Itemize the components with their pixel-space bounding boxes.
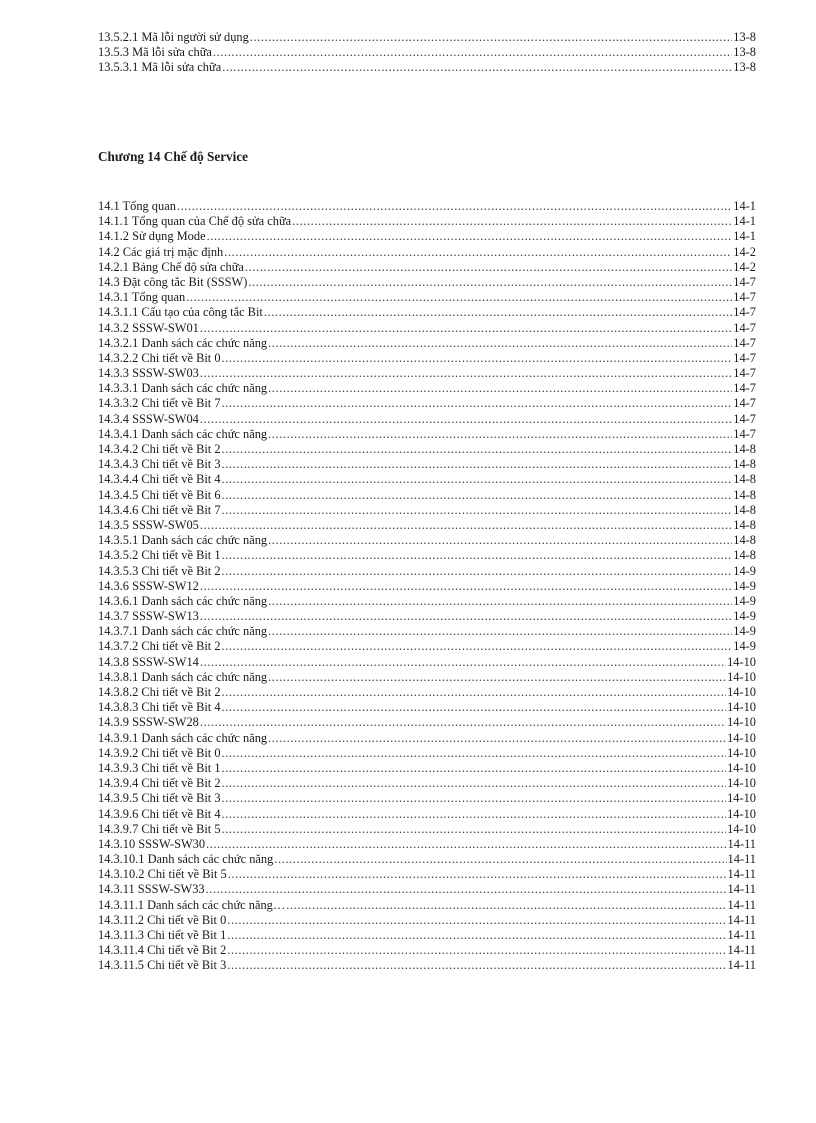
dot-leader <box>222 746 727 761</box>
dot-leader <box>200 655 726 670</box>
toc-entry[interactable] <box>98 412 756 427</box>
toc-entry[interactable] <box>98 351 756 366</box>
dot-leader <box>177 199 732 214</box>
dot-leader <box>222 548 733 563</box>
toc-entry-page: 14-10 <box>727 700 756 715</box>
toc-entry[interactable] <box>98 898 756 913</box>
toc-entry-title: 14.1 Tổng quan <box>98 199 176 213</box>
dot-leader <box>206 837 726 852</box>
dot-leader <box>268 594 732 609</box>
dot-leader <box>268 670 726 685</box>
dot-leader <box>222 457 733 472</box>
toc-entry[interactable] <box>98 624 756 639</box>
toc-entry-page: 14-10 <box>727 654 756 669</box>
toc-entry-title: 14.1.2 Sử dụng Mode <box>98 229 206 244</box>
toc-entry-page: 14-10 <box>727 806 756 821</box>
toc-entry-title: 14.3.11.5 Chi tiết về Bit 3 <box>98 958 227 973</box>
toc-entry-page: 14-9 <box>733 563 756 578</box>
dot-leader <box>222 822 727 837</box>
toc-entry-title: 14.3.5 SSSW-SW05 <box>98 517 199 532</box>
toc-entry-page: 14-10 <box>727 791 756 806</box>
toc-entry[interactable] <box>98 685 756 700</box>
toc-entry-page: 14-1 <box>733 229 756 244</box>
toc-entry-page: 13-8 <box>733 30 756 44</box>
toc-entry-page: 14-9 <box>733 578 756 593</box>
toc-entry-page: 14-8 <box>733 472 756 487</box>
toc-entry[interactable] <box>98 321 756 336</box>
toc-entry-title: 14.3.9.6 Chi tiết về Bit 4 <box>98 806 221 821</box>
toc-entry-page: 14-9 <box>733 609 756 624</box>
toc-entry-title: 14.2.1 Bảng Chế độ sửa chữa <box>98 259 244 274</box>
dot-leader <box>268 731 726 746</box>
toc-main-list <box>98 199 756 974</box>
dot-leader <box>228 867 727 882</box>
toc-entry-page: 14-10 <box>727 730 756 745</box>
toc-entry-page: 14-7 <box>733 426 756 441</box>
toc-entry[interactable] <box>98 807 756 822</box>
toc-entry[interactable] <box>98 791 756 806</box>
toc-entry-title: 14.3.5.1 Danh sách các chức năng <box>98 533 268 548</box>
toc-entry-page: 14-1 <box>733 199 756 213</box>
dot-leader <box>222 488 733 503</box>
dot-leader <box>268 533 732 548</box>
toc-entry[interactable] <box>98 533 756 548</box>
dot-leader <box>200 366 732 381</box>
toc-entry[interactable] <box>98 199 756 214</box>
toc-entry-page: 14-8 <box>733 548 756 563</box>
toc-entry[interactable] <box>98 655 756 670</box>
toc-entry[interactable] <box>98 715 756 730</box>
toc-entry-page: 13-8 <box>733 60 756 75</box>
dot-leader <box>222 351 733 366</box>
toc-entry-title: 14.3.4.3 Chi tiết về Bit 3 <box>98 457 221 472</box>
toc-entry-title: 14.3.9 SSSW-SW28 <box>98 715 199 730</box>
toc-entry-title: 14.3.4.1 Danh sách các chức năng <box>98 426 268 441</box>
toc-entry[interactable] <box>98 275 756 290</box>
dot-leader <box>286 898 726 913</box>
toc-entry-title: 13.5.2.1 Mã lỗi người sử dụng <box>98 30 249 44</box>
toc-entry-title: 14.3.8.3 Chi tiết về Bit 4 <box>98 700 221 715</box>
toc-entry-title: 14.3.10.2 Chi tiết về Bit 5 <box>98 867 227 882</box>
dot-leader <box>222 791 727 806</box>
dot-leader <box>186 290 732 305</box>
toc-entry-page: 14-1 <box>733 214 756 229</box>
toc-entry-page: 14-8 <box>733 502 756 517</box>
dot-leader <box>248 275 732 290</box>
dot-leader <box>200 518 732 533</box>
toc-entry-title: 14.3.10.1 Danh sách các chức năng <box>98 852 274 867</box>
toc-entry[interactable] <box>98 564 756 579</box>
toc-entry[interactable] <box>98 837 756 852</box>
toc-entry-page: 14-9 <box>733 624 756 639</box>
toc-entry[interactable] <box>98 488 756 503</box>
toc-entry-title: 14.3.3.1 Danh sách các chức năng <box>98 381 268 396</box>
toc-entry-page: 14-2 <box>733 244 756 259</box>
toc-entry-title: 14.3 Đặt công tắc Bit (SSSW) <box>98 274 248 289</box>
toc-entry-title: 14.1.1 Tổng quan của Chế độ sửa chữa <box>98 214 292 229</box>
toc-entry-page: 14-11 <box>727 882 756 897</box>
toc-entry-page: 14-11 <box>727 867 756 882</box>
dot-leader <box>200 412 732 427</box>
toc-entry-page: 14-8 <box>733 442 756 456</box>
toc-entry-title: 14.2 Các giá trị mặc định <box>98 244 224 259</box>
toc-entry-title: 14.3.9.7 Chi tiết về Bit 5 <box>98 821 221 836</box>
toc-entry-page: 14-10 <box>727 821 756 836</box>
dot-leader <box>222 503 733 518</box>
dot-leader <box>213 45 732 60</box>
toc-entry-page: 14-10 <box>727 745 756 760</box>
toc-entry[interactable] <box>98 746 756 761</box>
dot-leader <box>222 564 733 579</box>
toc-entry-title: 14.3.10 SSSW-SW30 <box>98 836 206 851</box>
toc-entry-page: 13-8 <box>733 45 756 60</box>
toc-entry-page: 14-7 <box>733 411 756 426</box>
toc-entry-title: 14.3.8 SSSW-SW14 <box>98 654 199 669</box>
toc-entry-title: 14.3.7.2 Chi tiết về Bit 2 <box>98 639 221 654</box>
toc-entry-page: 14-7 <box>733 290 756 305</box>
toc-entry-page: 14-9 <box>733 639 756 654</box>
toc-entry[interactable] <box>98 518 756 533</box>
toc-entry[interactable] <box>98 700 756 715</box>
toc-entry[interactable] <box>98 548 756 563</box>
toc-entry[interactable] <box>98 822 756 837</box>
toc-entry-title: 14.3.4.6 Chi tiết về Bit 7 <box>98 502 221 517</box>
toc-entry-page: 14-10 <box>727 715 756 730</box>
toc-entry-title: 14.3.11.3 Chi tiết về Bit 1 <box>98 928 227 942</box>
dot-leader <box>222 776 727 791</box>
dot-leader <box>245 260 732 275</box>
toc-entry-title: 14.3.9.2 Chi tiết về Bit 0 <box>98 745 221 760</box>
toc-entry-title: 14.3.1.1 Cấu tạo của công tắc Bit <box>98 305 263 320</box>
toc-entry[interactable] <box>98 245 756 260</box>
toc-entry-title: 14.3.8.1 Danh sách các chức năng <box>98 669 268 684</box>
toc-entry-title: 14.3.5.2 Chi tiết về Bit 1 <box>98 548 221 563</box>
toc-top-list <box>98 30 756 76</box>
toc-entry-page: 14-11 <box>727 928 756 942</box>
toc-entry[interactable] <box>98 639 756 654</box>
toc-entry[interactable] <box>98 503 756 518</box>
toc-entry-title: 14.3.7 SSSW-SW13 <box>98 609 199 624</box>
dot-leader <box>222 60 732 75</box>
toc-entry[interactable] <box>98 882 756 897</box>
dot-leader <box>200 715 726 730</box>
toc-entry-page: 14-10 <box>727 669 756 684</box>
toc-entry-title: 14.3.9.3 Chi tiết về Bit 1 <box>98 760 221 775</box>
toc-entry-title: 14.3.2 SSSW-SW01 <box>98 320 199 335</box>
toc-entry-title: 14.3.1 Tổng quan <box>98 290 186 305</box>
toc-entry[interactable] <box>98 396 756 411</box>
toc-entry[interactable] <box>98 457 756 472</box>
toc-entry-title: 14.3.11.2 Chi tiết về Bit 0 <box>98 912 227 927</box>
toc-entry[interactable] <box>98 943 756 958</box>
dot-leader <box>222 639 733 654</box>
toc-entry-page: 14-7 <box>733 305 756 320</box>
toc-entry-title: 14.3.11 SSSW-SW33 <box>98 882 205 897</box>
toc-entry-title: 14.3.9.4 Chi tiết về Bit 2 <box>98 776 221 791</box>
dot-leader <box>250 30 733 45</box>
toc-entry-page: 14-7 <box>733 335 756 350</box>
toc-entry[interactable] <box>98 427 756 442</box>
toc-entry[interactable] <box>98 260 756 275</box>
toc-entry-title: 14.3.11.4 Chi tiết về Bit 2 <box>98 943 227 958</box>
toc-entry-title: 14.3.7.1 Danh sách các chức năng <box>98 624 268 639</box>
toc-entry[interactable] <box>98 381 756 396</box>
dot-leader <box>206 882 727 897</box>
toc-entry[interactable] <box>98 442 756 457</box>
dot-leader <box>222 700 727 715</box>
toc-entry[interactable] <box>98 229 756 244</box>
toc-entry-page: 14-8 <box>733 517 756 532</box>
dot-leader <box>292 214 732 229</box>
dot-leader <box>222 761 727 776</box>
dot-leader <box>207 229 733 244</box>
toc-entry-title: 14.3.4.4 Chi tiết về Bit 4 <box>98 472 221 487</box>
toc-entry-page: 14-11 <box>727 897 756 912</box>
toc-entry-page: 14-7 <box>733 274 756 289</box>
toc-entry-page: 14-11 <box>727 958 756 973</box>
toc-entry[interactable] <box>98 290 756 305</box>
dot-leader <box>222 396 733 411</box>
toc-entry-page: 14-7 <box>733 366 756 381</box>
toc-entry-title: 14.3.8.2 Chi tiết về Bit 2 <box>98 685 221 699</box>
toc-entry-title: 14.3.4 SSSW-SW04 <box>98 411 199 426</box>
toc-entry[interactable] <box>98 958 756 973</box>
toc-entry-page: 14-7 <box>733 396 756 411</box>
toc-entry-page: 14-8 <box>733 457 756 472</box>
toc-entry-title: 14.3.11.1 Danh sách các chức năng… <box>98 897 286 912</box>
dot-leader <box>268 381 732 396</box>
dot-leader <box>227 913 726 928</box>
dot-leader <box>227 928 726 943</box>
toc-entry[interactable] <box>98 579 756 594</box>
toc-entry-title: 14.3.6 SSSW-SW12 <box>98 578 199 593</box>
chapter-heading: Chương 14 Chế độ Service <box>98 149 249 164</box>
dot-leader <box>268 427 732 442</box>
toc-entry-title: 14.3.6.1 Danh sách các chức năng <box>98 593 268 608</box>
toc-entry-title: 14.3.9.1 Danh sách các chức năng <box>98 730 268 745</box>
toc-entry-page: 14-11 <box>727 836 756 851</box>
toc-entry-title: 13.5.3.1 Mã lỗi sửa chữa <box>98 60 222 75</box>
toc-entry[interactable] <box>98 594 756 609</box>
toc-entry-title: 14.3.2.1 Danh sách các chức năng <box>98 335 268 350</box>
toc-entry-page: 14-7 <box>733 350 756 365</box>
dot-leader <box>222 472 733 487</box>
toc-entry[interactable] <box>98 928 756 943</box>
dot-leader <box>200 579 732 594</box>
toc-entry-title: 13.5.3 Mã lỗi sửa chữa <box>98 45 212 60</box>
toc-entry-page: 14-7 <box>733 381 756 396</box>
toc-entry[interactable] <box>98 670 756 685</box>
toc-entry-page: 14-10 <box>727 760 756 775</box>
toc-entry-page: 14-9 <box>733 593 756 608</box>
toc-entry[interactable] <box>98 214 756 229</box>
dot-leader <box>264 305 732 320</box>
dot-leader <box>227 958 726 973</box>
toc-entry-page: 14-10 <box>727 776 756 791</box>
toc-entry[interactable] <box>98 609 756 624</box>
toc-entry[interactable] <box>98 336 756 351</box>
toc-entry-title: 14.3.3 SSSW-SW03 <box>98 366 199 381</box>
dot-leader <box>222 442 733 457</box>
toc-entry[interactable] <box>98 761 756 776</box>
toc-entry-page: 14-2 <box>733 259 756 274</box>
toc-entry[interactable] <box>98 472 756 487</box>
toc-entry-page: 14-8 <box>733 533 756 548</box>
toc-entry-title: 14.3.4.5 Chi tiết về Bit 6 <box>98 487 221 502</box>
dot-leader <box>268 624 732 639</box>
toc-entry-page: 14-8 <box>733 487 756 502</box>
toc-entry-page: 14-11 <box>727 852 756 867</box>
toc-entry-title: 14.3.3.2 Chi tiết về Bit 7 <box>98 396 221 411</box>
dot-leader <box>227 943 726 958</box>
toc-entry[interactable] <box>98 731 756 746</box>
toc-entry-page: 14-11 <box>727 912 756 927</box>
toc-entry-page: 14-7 <box>733 320 756 335</box>
toc-entry[interactable] <box>98 867 756 882</box>
toc-entry[interactable] <box>98 30 756 45</box>
toc-entry-title: 14.3.4.2 Chi tiết về Bit 2 <box>98 442 221 456</box>
toc-entry[interactable] <box>98 852 756 867</box>
toc-entry-page: 14-11 <box>727 943 756 958</box>
dot-leader <box>268 336 732 351</box>
toc-entry-title: 14.3.9.5 Chi tiết về Bit 3 <box>98 791 221 806</box>
toc-entry[interactable] <box>98 913 756 928</box>
dot-leader <box>274 852 726 867</box>
toc-entry-title: 14.3.5.3 Chi tiết về Bit 2 <box>98 563 221 578</box>
dot-leader <box>224 245 732 260</box>
toc-entry-page: 14-10 <box>727 685 756 699</box>
toc-entry[interactable] <box>98 776 756 791</box>
toc-entry[interactable] <box>98 305 756 320</box>
toc-entry[interactable] <box>98 45 756 60</box>
dot-leader <box>200 321 732 336</box>
dot-leader <box>222 685 727 700</box>
toc-entry[interactable] <box>98 366 756 381</box>
toc-entry[interactable] <box>98 60 756 75</box>
dot-leader <box>200 609 732 624</box>
toc-entry-title: 14.3.2.2 Chi tiết về Bit 0 <box>98 350 221 365</box>
dot-leader <box>222 807 727 822</box>
